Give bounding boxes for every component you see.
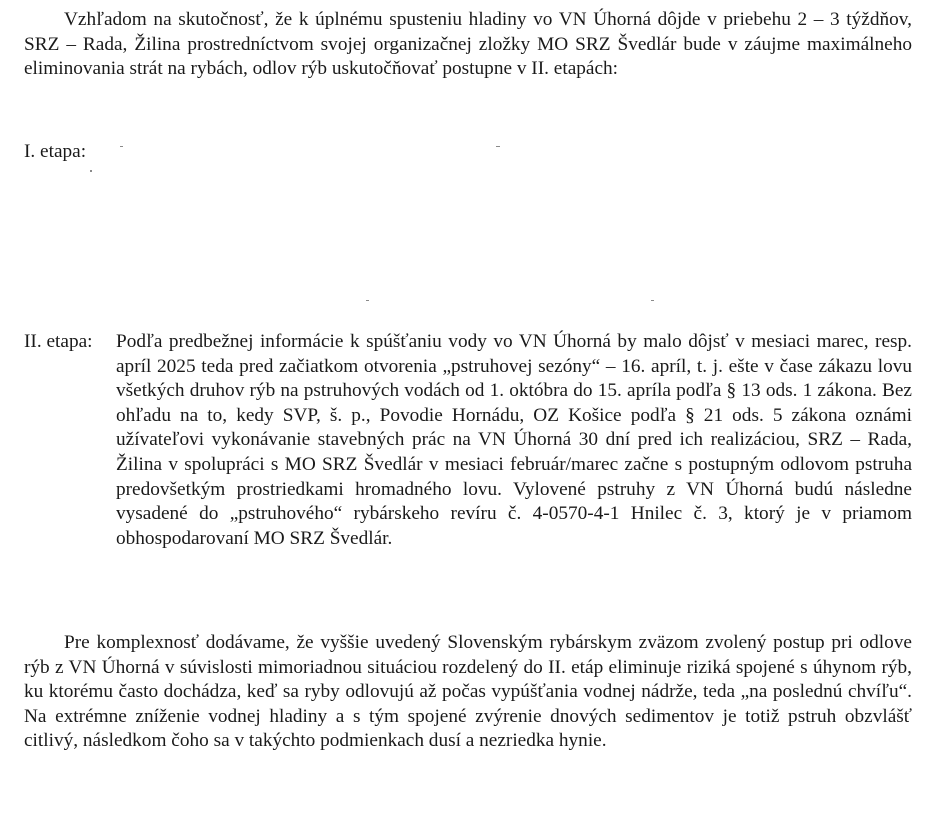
scan-speck xyxy=(651,300,654,301)
redacted-stage1-area xyxy=(116,140,912,320)
stage2-text: Podľa predbežnej informácie k spúšťaniu vody vo VN Úhorná by malo dôjsť v mesiaci marec, resp. apríl 2025 teda pred začiatkom otvorenia „pstruhovej sezóny“ – 16. apríl, t. j. ešte v čase zákazu lovu všetkých druhov rýb na pstruhových vodách od 1. októbra do 15. apríla podľa § 13 ods. 1 zákona. Bez ohľadu na to, kedy SVP, š. p., Povodie Hornádu, OZ Košice podľa § 21 ods. 5 zákona oznámi užívateľovi vykonávanie stavebných prác na VN Úhorná 30 dní pred ich realizáciou, SRZ – Rada, Žilina v spolupráci s MO SRZ Švedlár v mesiaci február/marec začne s postupným odlovom pstruha predovšetkým prostriedkami hromadného lovu. Vylovené pstruhy z VN Úhorná budú následne vysadené do „pstruhového“ rybárskeho revíru č. 4-0570-4-1 Hnilec č. 3, ktorý je v priamom obhospodarovaní MO SRZ Švedlár. xyxy=(116,331,912,549)
scan-speck xyxy=(120,146,123,147)
stage2-label: II. etapa: xyxy=(24,331,93,352)
intro-paragraph xyxy=(24,8,912,82)
closing-paragraph xyxy=(24,631,912,754)
scan-speck xyxy=(90,170,92,172)
closing-text: Pre komplexnosť dodávame, že vyššie uvedený Slovenským rybárskym zväzom zvolený postup pri odlove rýb z VN Úhorná v súvislosti mimoriadnou situáciou rozdelený do II. etáp eliminuje riziká spojené s úhynom rýb, ku ktorému často dochádza, keď sa ryby odlovujú až počas vypúšťania vodnej nádrže, teda „na poslednú chvíľu“. Na extrémne zníženie vodnej hladiny a s tým spojené zvýrenie dnových sedimentov je totiž pstruh obzvlášť citlivý, následkom čoho sa v takýchto podmienkach dusí a nezriedka hynie. xyxy=(24,632,912,752)
intro-text: Vzhľadom na skutočnosť, že k úplnému spusteniu hladiny vo VN Úhorná dôjde v priebehu 2 – 3 týždňov, SRZ – Rada, Žilina prostredníctvom svojej organizačnej zložky MO SRZ Švedlár bude v záujme maximálneho eliminovania strát na rybách, odlov rýb uskutočňovať postupne v II. etapách: xyxy=(24,9,912,80)
scan-speck xyxy=(496,146,500,147)
scan-speck xyxy=(366,300,369,301)
stage1-label: I. etapa: xyxy=(24,141,87,162)
